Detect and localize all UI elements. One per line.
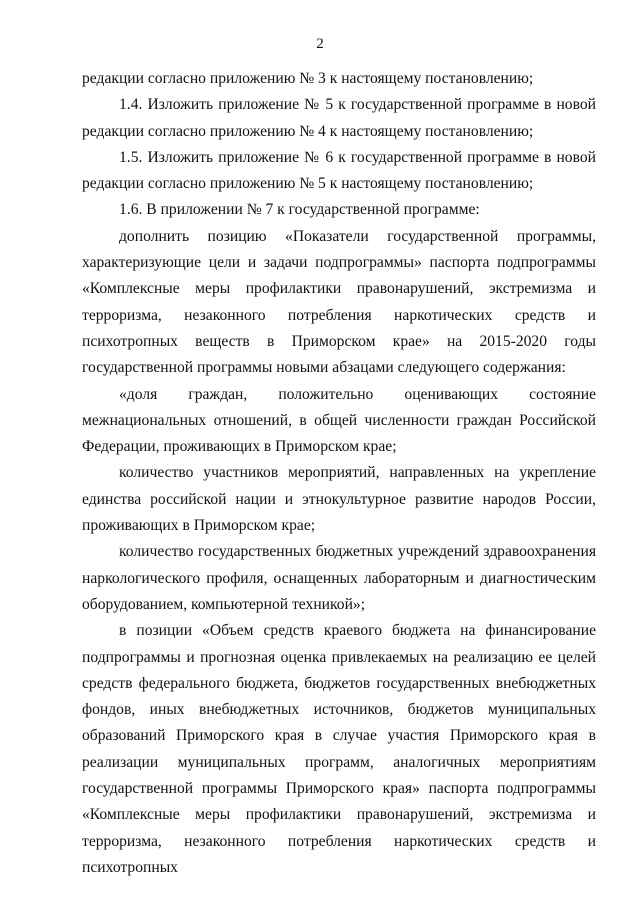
paragraph-add-position: дополнить позицию «Показатели государственной программы, характеризующие цели и задачи подпрограммы» паспорта подпрограммы «Комплексные меры профилактики правонарушений, экстремизма и терроризма, незаконного потребления наркотических средств и психотропных веществ в Приморском крае» на 2015-2020 годы государственной программы новыми абзацами следующего содержания: xyxy=(82,227,596,377)
page-number: 2 xyxy=(316,36,324,52)
paragraph-item-1-5: 1.5. Изложить приложение № 6 к государственной программе в новой редакции согласно приложению № 5 к настоящему постановлению; xyxy=(82,148,596,193)
paragraph-share-citizens: «доля граждан, положительно оценивающих состояние межнациональных отношений, в общей численности граждан Российской Федерации, проживающих в Приморском крае; xyxy=(82,385,596,456)
document-body xyxy=(82,66,596,881)
paragraph-item-1-4: 1.4. Изложить приложение № 5 к государственной программе в новой редакции согласно приложению № 4 к настоящему постановлению; xyxy=(82,96,596,140)
paragraph-institutions-count: количество государственных бюджетных учреждений здравоохранения наркологического профиля, оснащенных лабораторным и диагностическим оборудованием, компьютерной техникой»; xyxy=(82,543,596,613)
paragraph-participants-count: количество участников мероприятий, направленных на укрепление единства российской нации и этнокультурное развитие народов России, проживающих в Приморском крае; xyxy=(82,464,596,535)
paragraph-item-1-6: 1.6. В приложении № 7 к государственной программе: xyxy=(119,201,480,219)
paragraph-continuation: редакции согласно приложению № 3 к настоящему постановлению; xyxy=(82,70,534,87)
paragraph-budget-position: в позиции «Объем средств краевого бюджета на финансирование подпрограммы и прогнозная оценка привлекаемых на реализацию ее целей средств федерального бюджета, бюджетов государственных внебюджетных фондов, иных внебюджетных источников, бюджетов муниципальных образований Приморского края в случае участия Приморского края в реализации муниципальных программ, аналогичных мероприятиям государственной программы Приморского края» паспорта подпрограммы «Комплексные меры профилактики правонарушений, экстремизма и терроризма, незаконного потребления наркотических средств и психотропных xyxy=(82,622,596,876)
